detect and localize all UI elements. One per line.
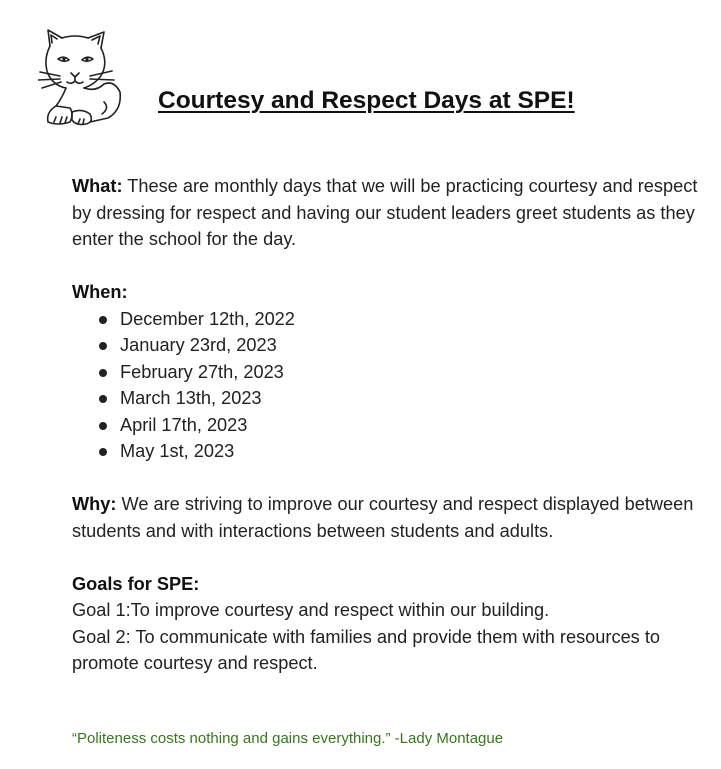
footer-quote: “Politeness costs nothing and gains everything.” -Lady Montague <box>72 730 504 747</box>
date-item: February 27th, 2023 <box>72 359 702 386</box>
dates-list <box>72 306 702 465</box>
date-item: April 17th, 2023 <box>72 412 702 439</box>
what-label: What: <box>72 176 123 196</box>
page-title: Courtesy and Respect Days at SPE! <box>158 87 575 114</box>
why-text: We are striving to improve our courtesy and respect displayed between students and with interactions between students and adults. <box>72 494 694 541</box>
date-item: January 23rd, 2023 <box>72 332 702 359</box>
date-item: May 1st, 2023 <box>72 438 702 465</box>
what-text: These are monthly days that we will be practicing courtesy and respect by dressing for respect and having our student leaders greet students as they enter the school for the day. <box>72 176 698 249</box>
flyer-body <box>72 173 702 677</box>
when-label: When: <box>72 282 128 302</box>
goals-label: Goals for SPE: <box>72 573 200 594</box>
what-section <box>72 173 702 253</box>
why-section <box>72 491 702 544</box>
date-item: December 12th, 2022 <box>72 306 702 333</box>
cougar-cub-icon <box>38 26 122 128</box>
date-item: March 13th, 2023 <box>72 385 702 412</box>
goal-item: Goal 1:To improve courtesy and respect within our building. <box>72 600 550 620</box>
why-label: Why: <box>72 494 117 514</box>
goal-item: Goal 2: To communicate with families and provide them with resources to promote courtesy and respect. <box>72 626 660 673</box>
